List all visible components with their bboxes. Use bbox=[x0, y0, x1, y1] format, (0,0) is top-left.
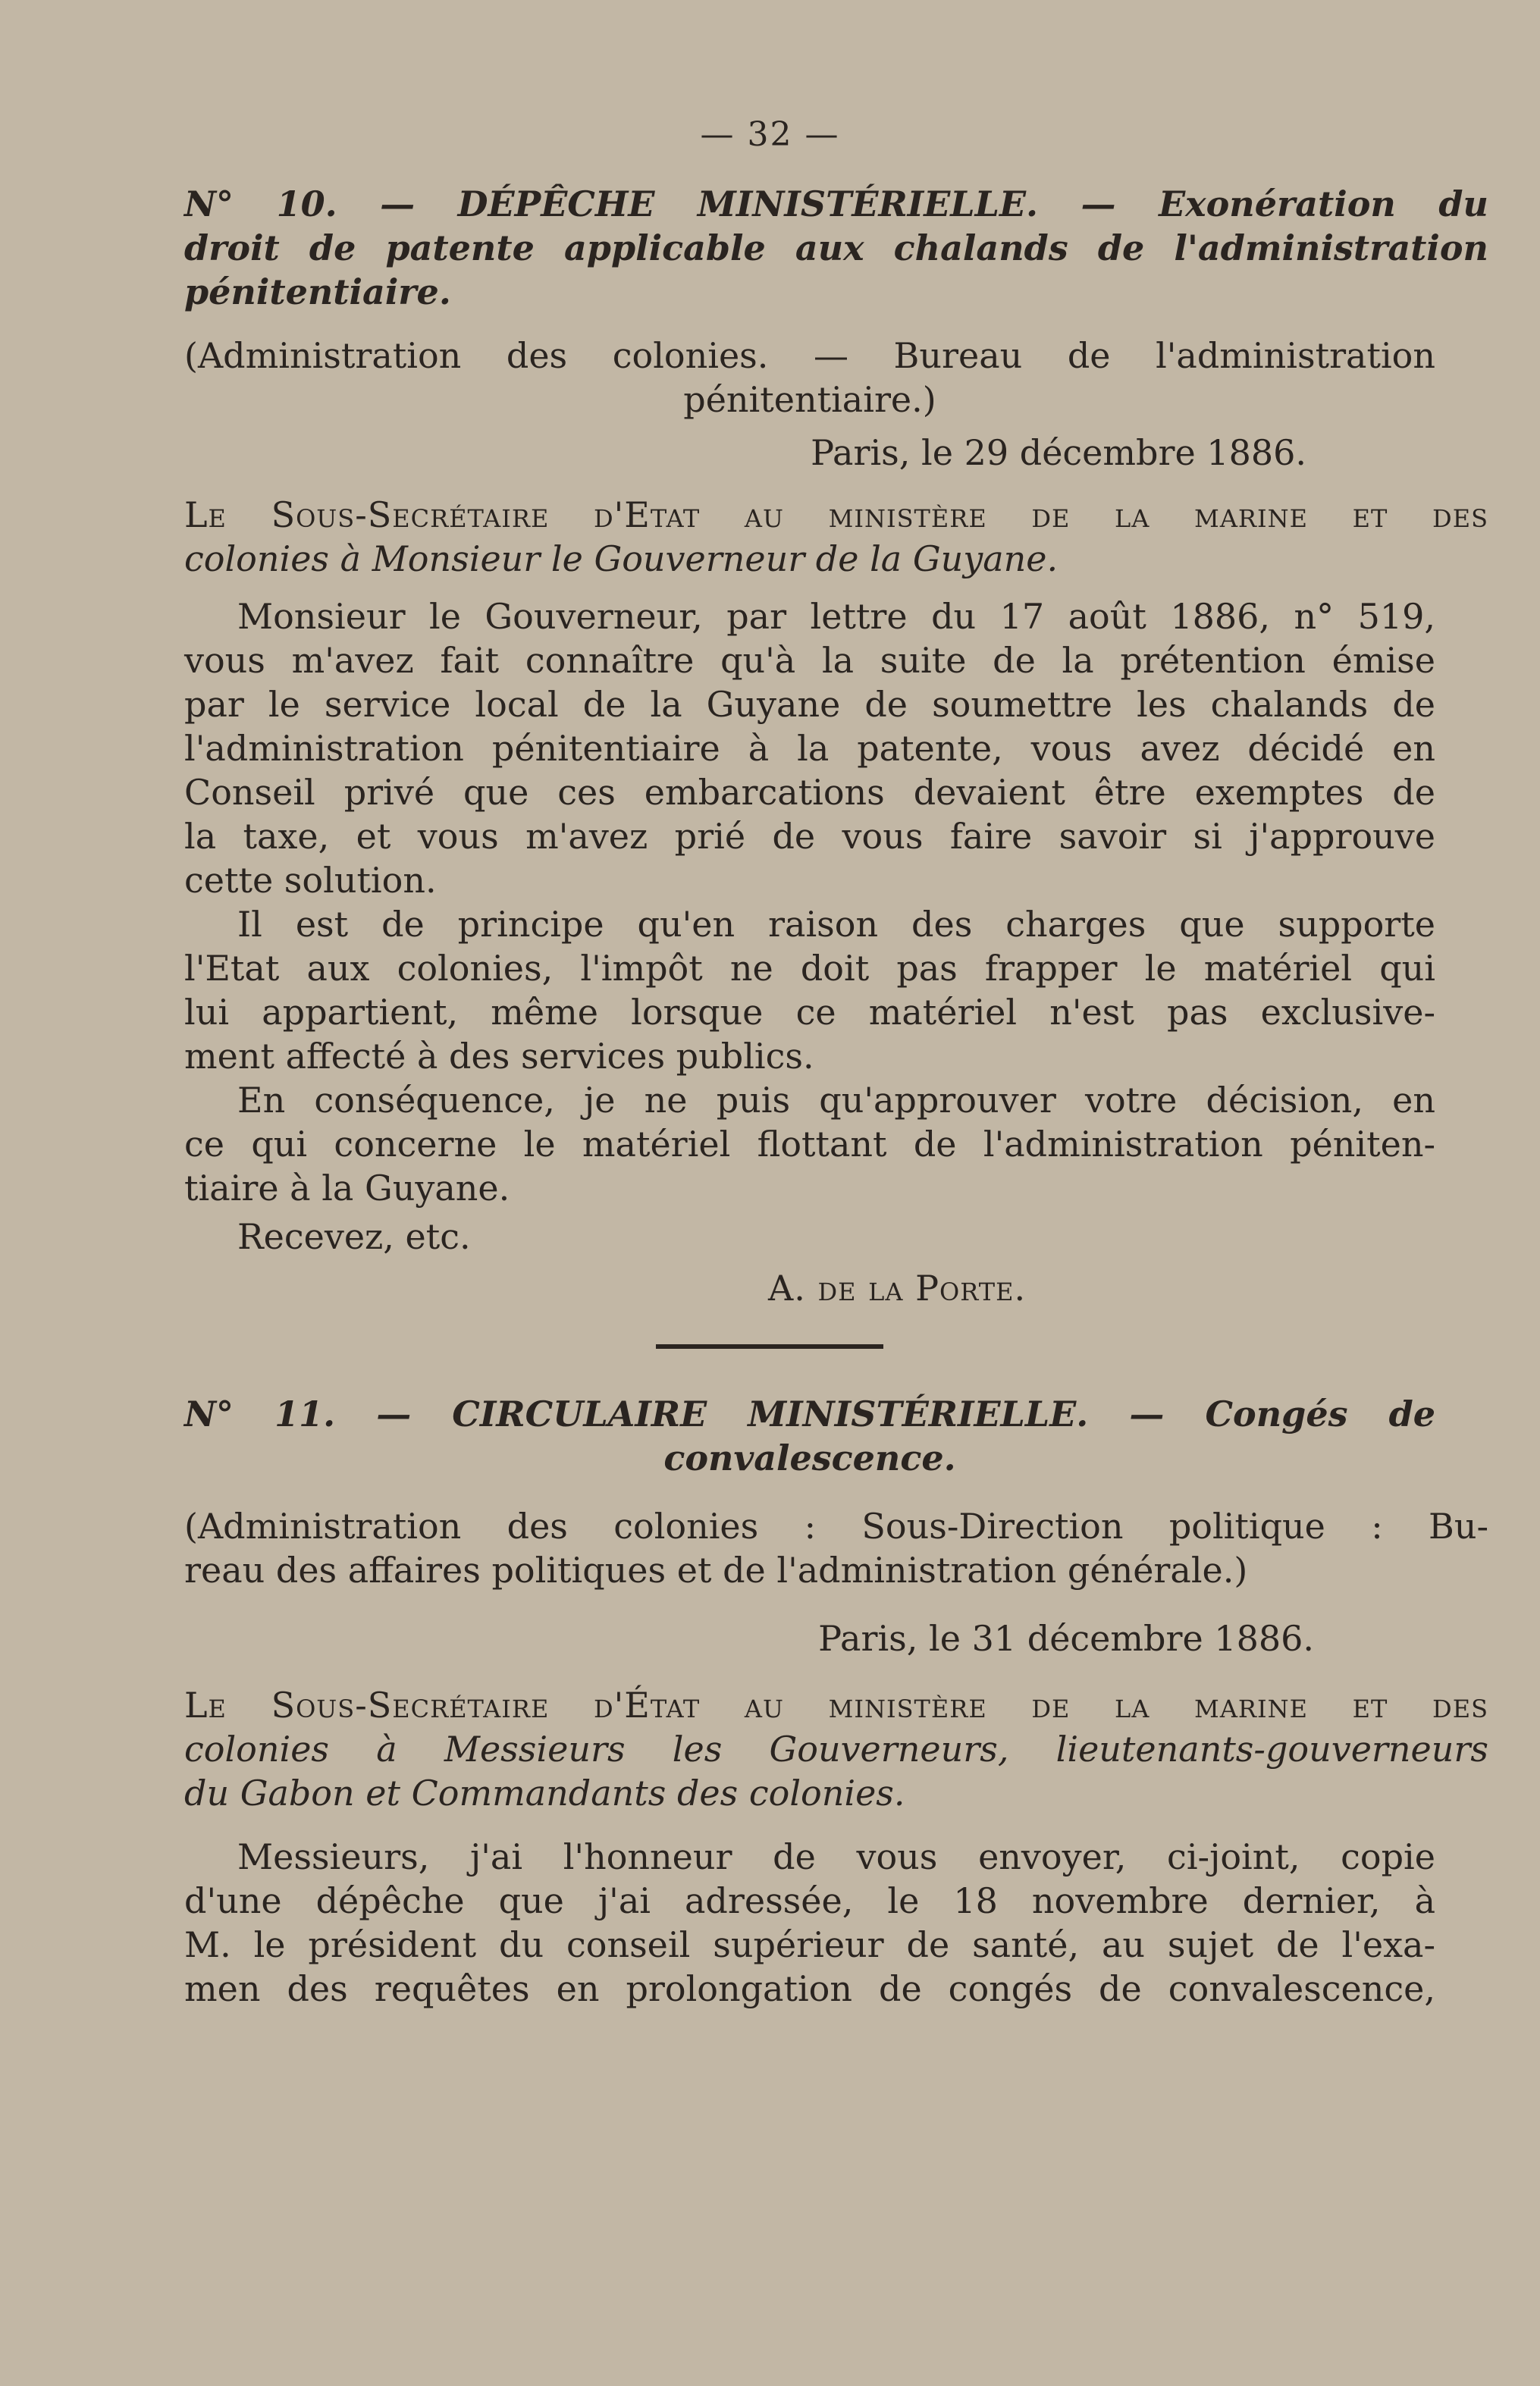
doc10-body: Monsieur le Gouverneur, par lettre du 17 août 1886, n° 519, vous m'avez fait connaître qu'à la suite de la prétention émise par le service local de la Guyane de soumettre les chalands de l'administration pénitentiaire à la patente, vous avez décidé en Conseil privé que ces embarcations devaient être exemptes de la taxe, et vous m'avez prié de vous faire savoir si j'approuve cette solution. Il est de principe qu'en raison des charges que supporte l'Etat aux colonies, l'impôt ne doit pas frapper le matériel qui lui appartient, même lorsque ce matériel n'est pas exclusive- ment affecté à des services publics. En conséquence, je ne puis qu'approuver votre décision, en ce qui concerne le matériel flottant de l'administration péniten- tiaire à la Guyane. bbox=[184, 596, 1435, 1209]
doc10-administration: (Administration des colonies. — Bureau de l'administration pénitentiaire.) bbox=[184, 335, 1435, 420]
doc10-heading: N° 10. — DÉPÊCHE MINISTÉRIELLE. — Exonération du droit de patente applicable aux chalands de l'administration pénitentiaire. bbox=[184, 183, 1488, 312]
doc10-signature: A. de la Porte. bbox=[768, 1268, 1027, 1309]
doc11-address: Le Sous-Secrétaire d'État au ministère de la marine et des colonies à Messieurs les Gouverneurs, lieutenants-gouverneurs du Gabon et Commandants des colonies. bbox=[184, 1685, 1488, 1814]
doc11-body: Messieurs, j'ai l'honneur de vous envoyer, ci-joint, copie d'une dépêche que j'ai adressée, le 18 novembre dernier, à M. le président du conseil supérieur de santé, au sujet de l'exa- men des requêtes en prolongation de congés de convalescence, bbox=[184, 1836, 1435, 2009]
doc11-date: Paris, le 31 décembre 1886. bbox=[818, 1618, 1314, 1659]
doc11-heading: N° 11. — CIRCULAIRE MINISTÉRIELLE. — Congés de convalescence. bbox=[184, 1394, 1435, 1478]
doc11-administration: (Administration des colonies : Sous-Direction politique : Bu- reau des affaires politiques et de l'administration générale.) bbox=[184, 1506, 1488, 1591]
doc10-address: Le Sous-Secrétaire d'Etat au ministère de la marine et des colonies à Monsieur le Gouverneur de la Guyane. bbox=[184, 494, 1488, 579]
section-divider bbox=[656, 1344, 883, 1349]
doc10-date: Paris, le 29 décembre 1886. bbox=[811, 432, 1306, 473]
doc10-closing: Recevez, etc. bbox=[237, 1216, 471, 1257]
page-number: — 32 — bbox=[700, 115, 840, 154]
